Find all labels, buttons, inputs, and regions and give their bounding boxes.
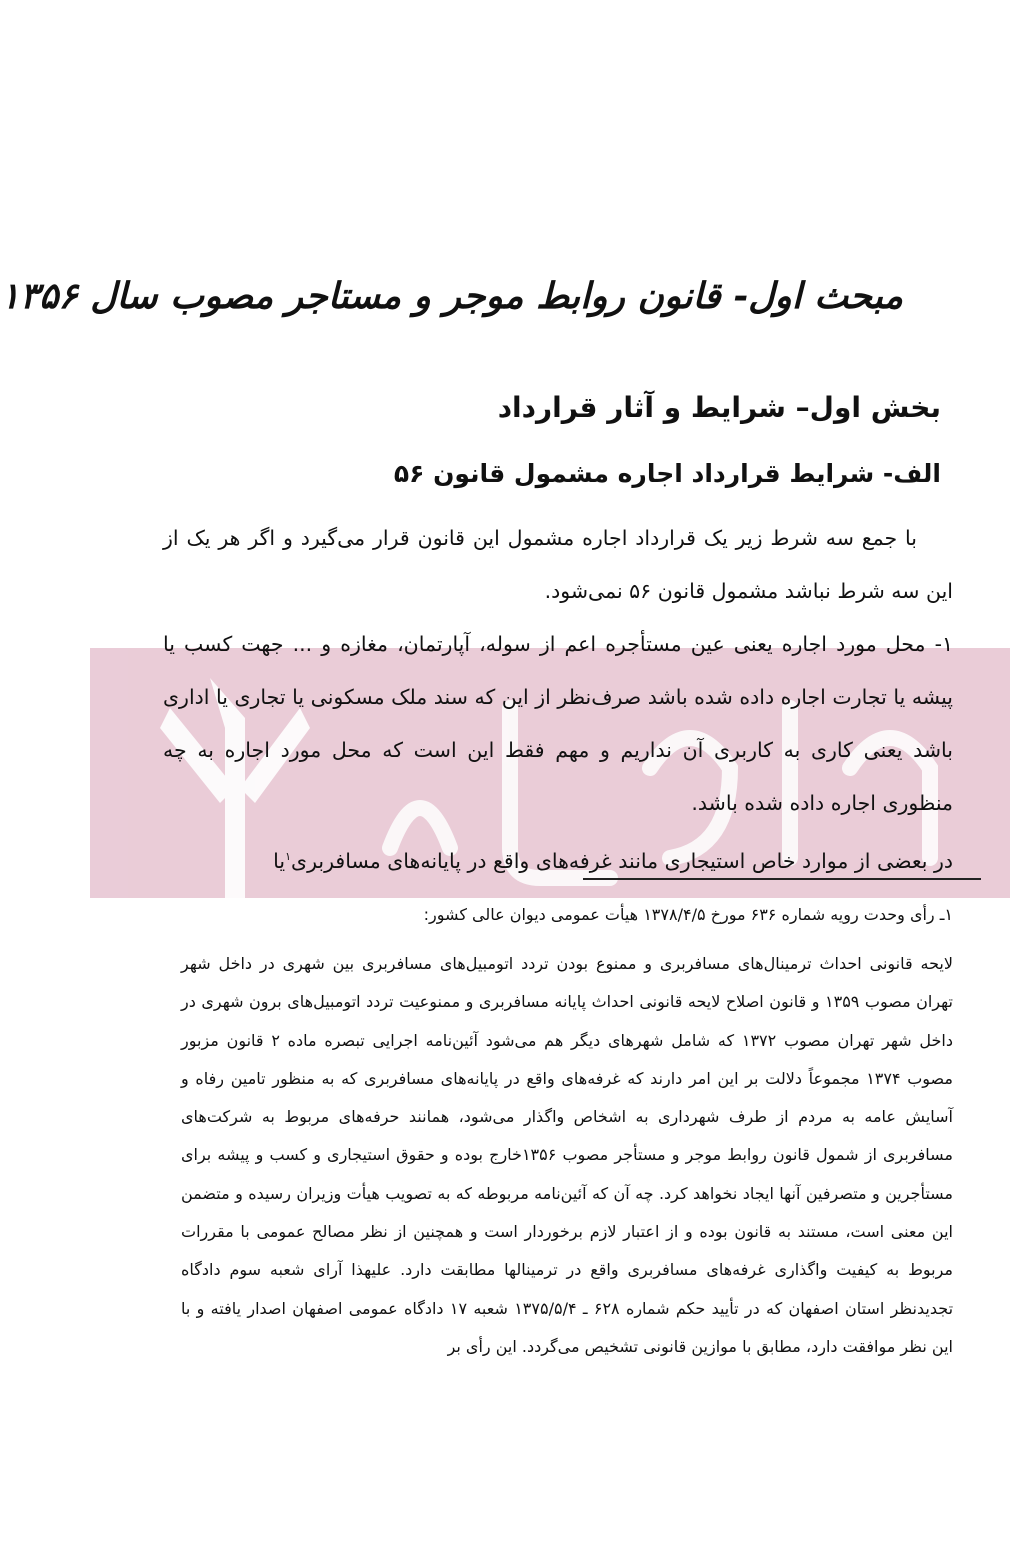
- footnote-text: لایحه قانونی احداث ترمینال‌های مسافربری و ممنوع بودن تردد اتومبیل‌های مسافربری بین شهری در داخل شهر تهران مصوب ۱۳۵۹ و قانون اصلاح لایحه قانونی احداث پایانه مسافربری و ممنوعیت تردد اتومبیل‌های برون شهری در داخل شهر تهران مصوب ۱۳۷۲ که شامل شهرهای دیگر هم می‌شود آئین‌نامه اجرایی تبصره ماده ۲ قانون مزبور مصوب ۱۳۷۴ مجموعاً دلالت بر این امر دارند که غرفه‌های واقع در پایانه‌های مسافربری که به منظور تامین رفاه و آسایش عامه به مردم از طرف شهرداری به اشخاص واگذار می‌شود، همانند حرفه‌های مربوط به شرکت‌های مسافربری از شمول قانون روابط موجر و مستأجر مصوب ۱۳۵۶خارج بوده و حقوق استیجاری و کسب و پیشه برای مستأجرین و متصرفین آنها ایجاد نخواهد کرد. چه آن که آئین‌نامه مربوطه که به تصویب هیأت وزیران رسیده و متضمن این معنی است، مستند به قانون بوده و از اعتبار لازم برخوردار است و همچنین از نظر مصالح عمومی با مقررات مربوط به کیفیت واگذاری غرفه‌های مسافربری واقع در ترمینالها مطابقت دارد. علیهذا آرای شعبه سوم دادگاه تجدیدنظر استان اصفهان که در تأیید حکم شماره ۶۲۸ ـ ۱۳۷۵/۵/۴ شعبه ۱۷ دادگاه عمومی اصفهان اصدار یافته و با این نظر موافقت دارد، مطابق با موازین قانونی تشخیص می‌گردد. این رأی بر: [181, 954, 954, 1356]
- sub-title: الف- شرایط قرارداد اجاره مشمول قانون ۵۶: [393, 459, 941, 488]
- body-text: [163, 512, 953, 888]
- footnote-body: [181, 945, 953, 1366]
- last-line-end: یا: [273, 848, 286, 873]
- footnote-divider: [583, 878, 981, 880]
- footnote-heading: ۱ـ رأی وحدت رویه شماره ۶۳۶ مورخ ۱۳۷۸/۴/۵ هیأت عمومی دیوان عالی کشور:: [423, 905, 953, 924]
- body-paragraph-intro: با جمع سه شرط زیر یک قرارداد اجاره مشمول این قانون قرار می‌گیرد و اگر هر یک از این سه شرط نباشد مشمول قانون ۵۶ نمی‌شود.: [163, 526, 953, 603]
- footnote-marker[interactable]: ۱: [285, 850, 292, 863]
- body-paragraph-item-1: ۱- محل مورد اجاره یعنی عین مستأجره اعم از سوله، آپارتمان، مغازه و ... جهت کسب یا پیشه یا تجارت اجاره داده شده باشد صرف‌نظر از این که سند ملک مسکونی یا تجاری یا اداری باشد یعنی کاری به کاربری آن نداریم و مهم فقط این است که محل مورد اجاره به چه منظوری اجاره داده شده باشد.: [163, 632, 953, 815]
- section-title: بخش اول– شرایط و آثار قرارداد: [497, 391, 941, 424]
- chapter-title: مبحث اول- قانون روابط موجر و مستاجر مصوب سال ۱۳۵۶: [0, 275, 903, 317]
- last-line-text: در بعضی از موارد خاص استیجاری مانند غرفه‌های واقع در پایانه‌های مسافربری: [291, 848, 953, 873]
